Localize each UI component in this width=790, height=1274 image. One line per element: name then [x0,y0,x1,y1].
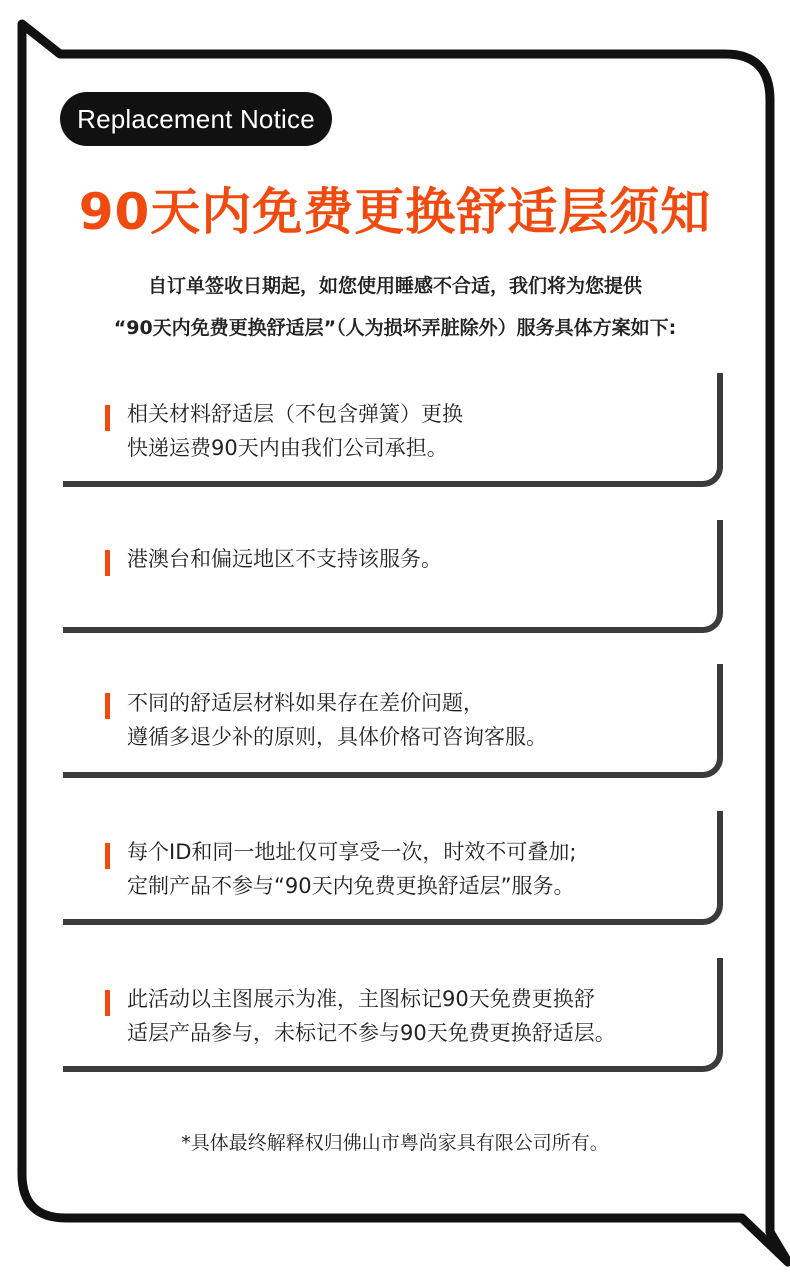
notice-line-1: 港澳台和偏远地区不支持该服务。 [127,547,442,571]
notice-text [127,686,707,754]
intro-line-2: “90天内免费更换舒适层”（人为损坏弄脏除外）服务具体方案如下: [113,317,677,339]
notice-text [127,397,707,465]
intro-line-1: 自订单签收日期起，如您使用睡感不合适，我们将为您提供 [147,275,642,297]
accent-bar [105,990,110,1016]
accent-bar [105,843,110,869]
notice-card-3 [63,664,723,778]
replacement-notice-badge: Replacement Notice [60,92,332,146]
notice-text [127,982,707,1050]
accent-bar [105,550,110,576]
notice-line-2: 适层产品参与，未标记不参与90天免费更换舒适层。 [127,1021,616,1045]
notice-card-2 [63,520,723,633]
footnote: *具体最终解释权归佛山市粤尚家具有限公司所有。 [181,1132,609,1154]
notice-line-1: 每个ID和同一地址仅可享受一次，时效不可叠加; [127,840,577,864]
notice-line-2: 快递运费90天内由我们公司承担。 [127,436,448,460]
notice-line-2: 定制产品不参与“90天内免费更换舒适层”服务。 [127,874,575,898]
notice-text [127,835,707,903]
notice-line-1: 相关材料舒适层（不包含弹簧）更换 [127,402,463,426]
notice-card-4 [63,811,723,925]
page-title: 90天内免费更换舒适层须知 [78,183,712,241]
notice-card-5 [63,958,723,1072]
accent-bar [105,693,110,719]
notice-line-2: 遵循多退少补的原则，具体价格可咨询客服。 [127,725,547,749]
accent-bar [105,405,110,431]
notice-card-1 [63,373,723,487]
notice-line-1: 不同的舒适层材料如果存在差价问题， [127,691,484,715]
notice-line-1: 此活动以主图展示为准，主图标记90天免费更换舒 [127,987,595,1011]
notice-text [127,542,707,576]
